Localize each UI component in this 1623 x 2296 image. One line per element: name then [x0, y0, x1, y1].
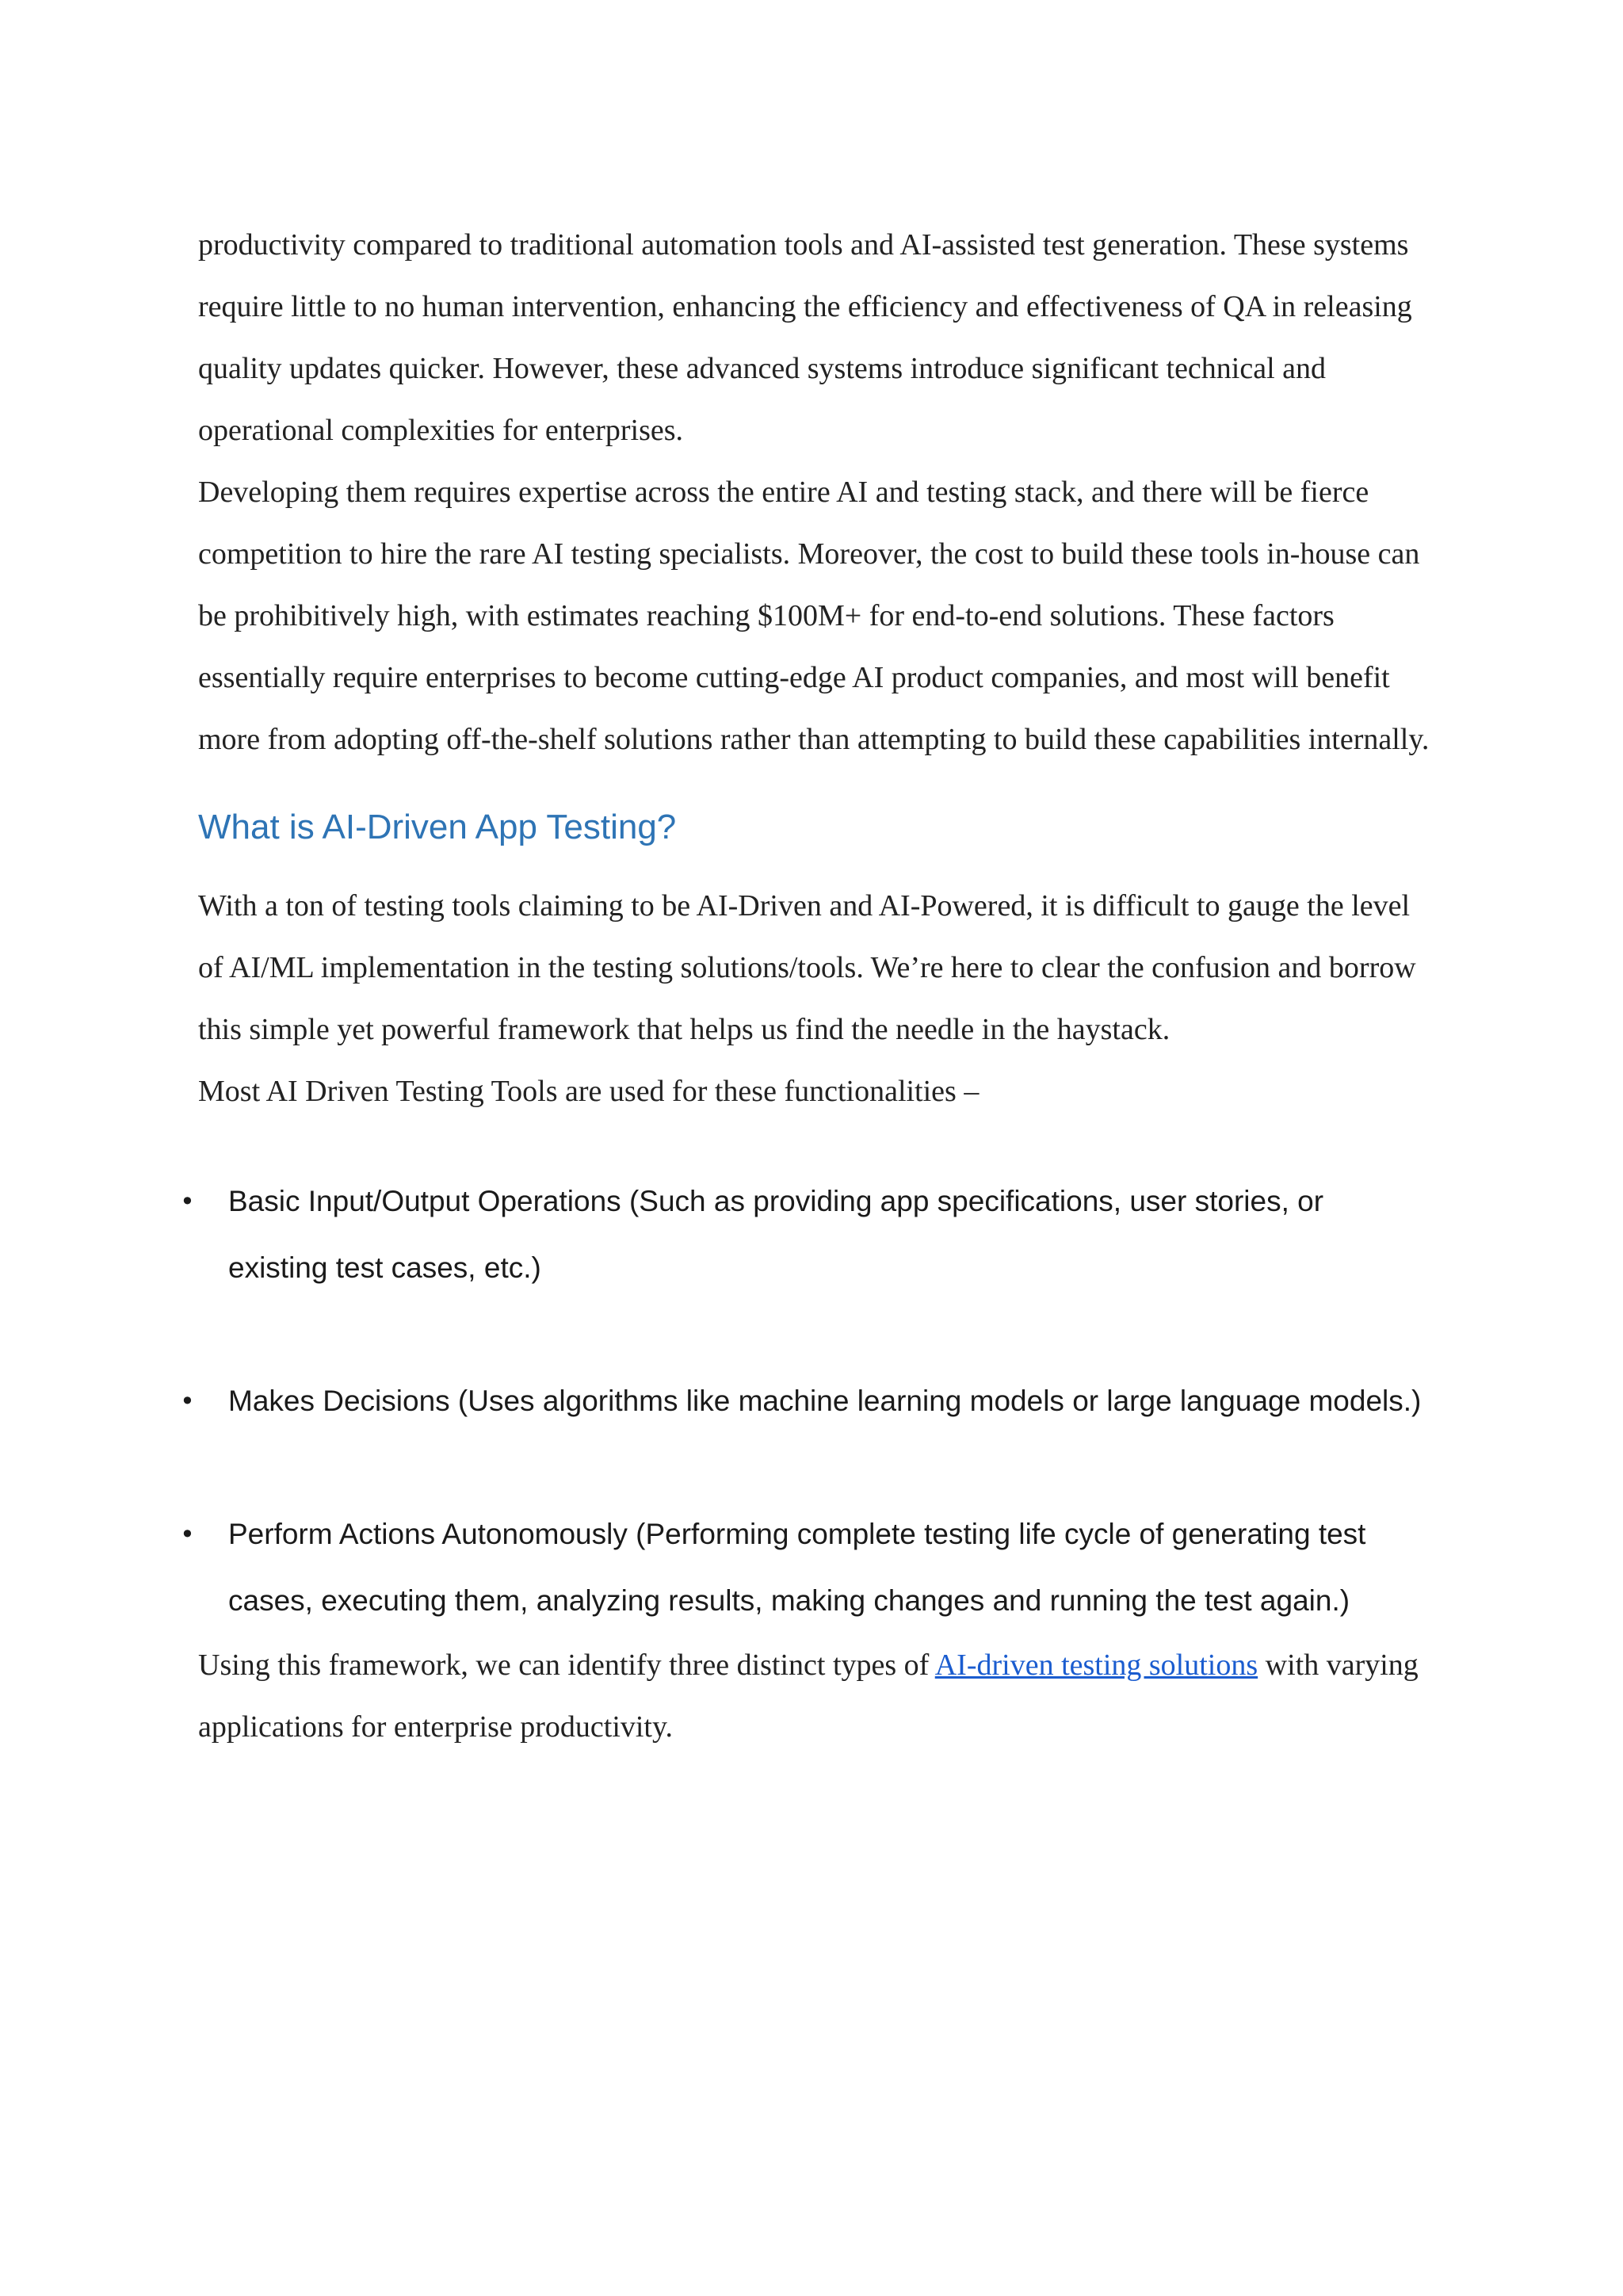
paragraph-productivity: productivity compared to traditional automation tools and AI-assisted test generation. These systems require little to no human intervention, enhancing the efficiency and effectiveness of QA in releasing quality updates quicker. However, these advanced systems introduce significant technical and operational complexities for enterprises.: [198, 228, 1412, 447]
document-content: [180, 214, 1434, 1758]
bullet-icon: •: [180, 1386, 195, 1416]
functionalities-list: [180, 1168, 1434, 1634]
paragraph-developing: Developing them requires expertise across the entire AI and testing stack, and there will be fierce competition to hire the rare AI testing specialists. Moreover, the cost to build these tools in-house can be prohibitively high, with estimates reaching $100M+ for end-to-end solutions. These factors essentially require enterprises to become cutting-edge AI product companies, and most will benefit more from adopting off-the-shelf solutions rather than attempting to build these capabilities internally.: [198, 476, 1430, 756]
section-heading: What is AI-Driven App Testing?: [198, 808, 677, 846]
bullet-icon: •: [180, 1519, 195, 1549]
closing-text-after: with varying applications for enterprise productivity.: [198, 1648, 1419, 1744]
list-item-text: Basic Input/Output Operations (Such as providing app specifications, user stories, or existing test cases, etc.): [228, 1185, 1324, 1284]
paragraph-closing: [198, 1634, 1434, 1758]
bullet-icon: •: [180, 1186, 195, 1217]
paragraph-intro: With a ton of testing tools claiming to be AI-Driven and AI-Powered, it is difficult to gauge the level of AI/ML implementation in the testing solutions/tools. We’re here to clear the confusion and borrow this simple yet powerful framework that helps us find the needle in the haystack.: [198, 889, 1416, 1046]
list-item-text: Perform Actions Autonomously (Performing complete testing life cycle of generating test cases, executing them, analyzing results, making changes and running the test again.): [228, 1518, 1366, 1617]
list-item: [180, 1501, 1425, 1634]
closing-text-before: Using this framework, we can identify three distinct types of: [198, 1648, 935, 1682]
list-item-text: Makes Decisions (Uses algorithms like machine learning models or large language models.): [228, 1385, 1422, 1417]
paragraph-functionalities: Most AI Driven Testing Tools are used for these functionalities –: [198, 1075, 980, 1108]
list-item: [180, 1168, 1425, 1301]
list-item: [180, 1368, 1425, 1435]
ai-driven-testing-solutions-link[interactable]: AI-driven testing solutions: [934, 1648, 1258, 1682]
